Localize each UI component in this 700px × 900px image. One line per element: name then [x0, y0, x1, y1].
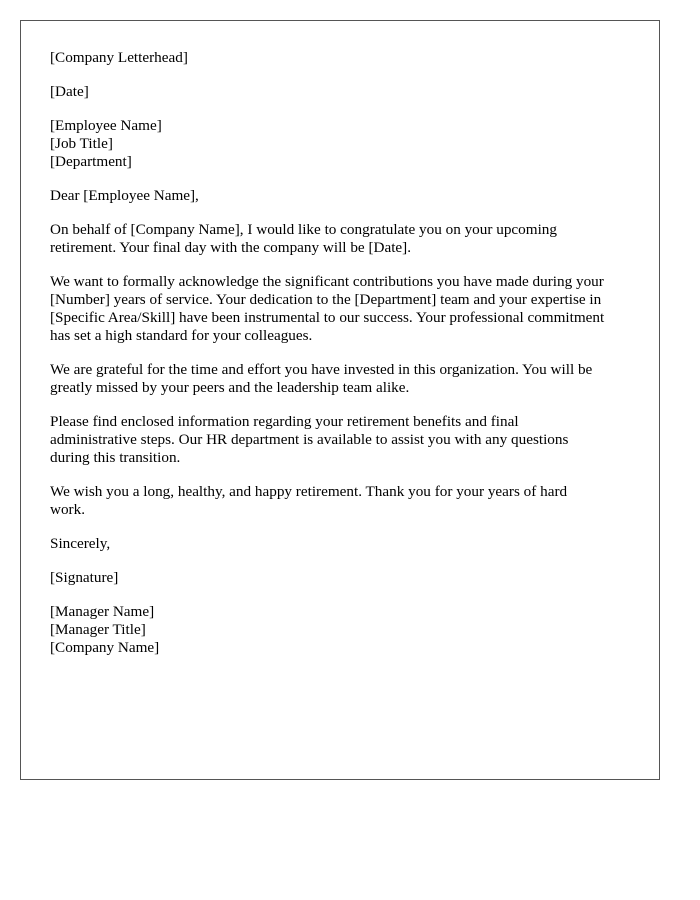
paragraph-line: Please find enclosed information regarding your retirement benefits and final	[50, 413, 519, 430]
paragraph-benefits	[50, 413, 640, 467]
recipient-address	[50, 117, 640, 171]
letter-body	[50, 49, 640, 673]
recipient-job-title: [Job Title]	[50, 135, 113, 152]
paragraph-line: retirement. Your final day with the company will be [Date].	[50, 239, 412, 256]
paragraph-congratulations	[50, 221, 640, 257]
paragraph-line: [Number] years of service. Your dedication to the [Department] team and your expertise in	[50, 291, 602, 308]
salutation-block	[50, 187, 640, 205]
paragraph-wishes	[50, 483, 640, 519]
paragraph-line: [Specific Area/Skill] have been instrumental to our success. Your professional commitment	[50, 309, 605, 326]
paragraph-line: work.	[50, 501, 86, 518]
paragraph-contributions	[50, 273, 640, 345]
closing: Sincerely,	[50, 535, 111, 552]
sender-name: [Manager Name]	[50, 603, 155, 620]
paragraph-line: We want to formally acknowledge the significant contributions you have made during your	[50, 273, 604, 290]
paragraph-line: administrative steps. Our HR department is available to assist you with any questions	[50, 431, 569, 448]
paragraph-line: We wish you a long, healthy, and happy retirement. Thank you for your years of hard	[50, 483, 568, 500]
paragraph-line: On behalf of [Company Name], I would like to congratulate you on your upcoming	[50, 221, 557, 238]
company-letterhead: [Company Letterhead]	[50, 49, 188, 66]
letterhead-block	[50, 49, 640, 67]
signature-placeholder: [Signature]	[50, 569, 119, 586]
salutation: Dear [Employee Name],	[50, 187, 199, 204]
letter-date: [Date]	[50, 83, 89, 100]
paragraph-line: We are grateful for the time and effort you have invested in this organization. You will be	[50, 361, 593, 378]
paragraph-gratitude	[50, 361, 640, 397]
sender-company: [Company Name]	[50, 639, 160, 656]
closing-block	[50, 535, 640, 553]
sender-title: [Manager Title]	[50, 621, 146, 638]
recipient-department: [Department]	[50, 153, 132, 170]
paragraph-line: during this transition.	[50, 449, 181, 466]
date-block	[50, 83, 640, 101]
letter-page	[20, 20, 660, 780]
sender-block	[50, 603, 640, 657]
paragraph-line: has set a high standard for your colleagues.	[50, 327, 313, 344]
recipient-name: [Employee Name]	[50, 117, 162, 134]
signature-block	[50, 569, 640, 587]
paragraph-line: greatly missed by your peers and the leadership team alike.	[50, 379, 410, 396]
